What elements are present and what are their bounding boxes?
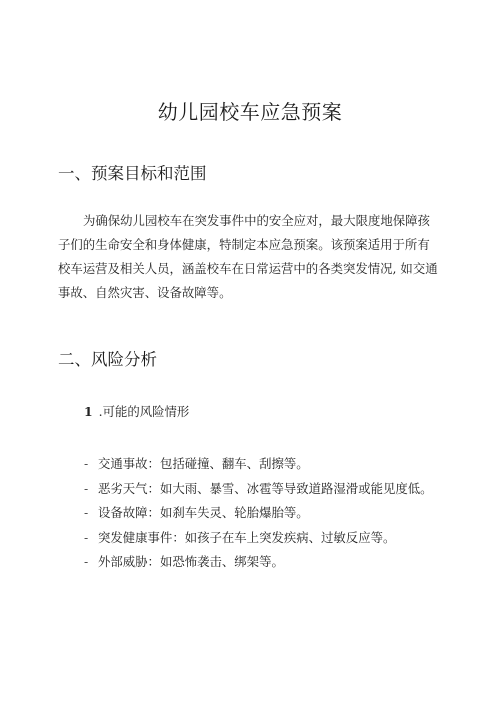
list-item-text: 交通事故：包括碰撞、翻车、刮擦等。 (98, 456, 309, 471)
list-marker: - (84, 456, 89, 471)
subsection-number: 1 (84, 404, 93, 419)
list-marker: - (84, 554, 89, 569)
list-item (84, 477, 433, 502)
list-item-text: 恶劣天气：如大雨、暴雪、冰雹等导致道路湿滑或能见度低。 (98, 480, 433, 496)
paragraph-line: 子们的生命安全和身体健康，特制定本应急预案。该预案适用于所有 (58, 237, 430, 252)
list-item (84, 501, 433, 526)
paragraph-line: 校车运营及相关人员，涵盖校车在日常运营中的各类突发情况, 如交通 (58, 261, 438, 276)
list-marker: - (84, 505, 89, 520)
section-heading-goals-scope: 一、预案目标和范围 (58, 164, 207, 183)
paragraph-line: 为确保幼儿园校车在突发事件中的安全应对，最大限度地保障孩 (83, 213, 430, 228)
subsection-title: .可能的风险情形 (98, 404, 190, 419)
list-item-text: 设备故障：如刹车失灵、轮胎爆胎等。 (98, 505, 309, 520)
list-item (84, 550, 433, 575)
list-marker: - (84, 529, 89, 545)
section-heading-risk-analysis: 二、风险分析 (58, 350, 157, 369)
list-item (84, 452, 433, 477)
list-item (84, 526, 433, 551)
subsection-heading-possible-risks (84, 402, 189, 420)
goals-scope-paragraph (58, 209, 448, 305)
list-item-text: 突发健康事件：如孩子在车上突发疾病、过敏反应等。 (98, 529, 396, 545)
list-marker: - (84, 480, 89, 496)
risk-list (84, 452, 433, 575)
paragraph-line: 事故、自然灾害、设备故障等。 (58, 285, 232, 300)
document-title: 幼儿园校车应急预案 (157, 100, 343, 124)
list-item-text: 外部威胁：如恐怖袭击、绑架等。 (98, 554, 284, 569)
